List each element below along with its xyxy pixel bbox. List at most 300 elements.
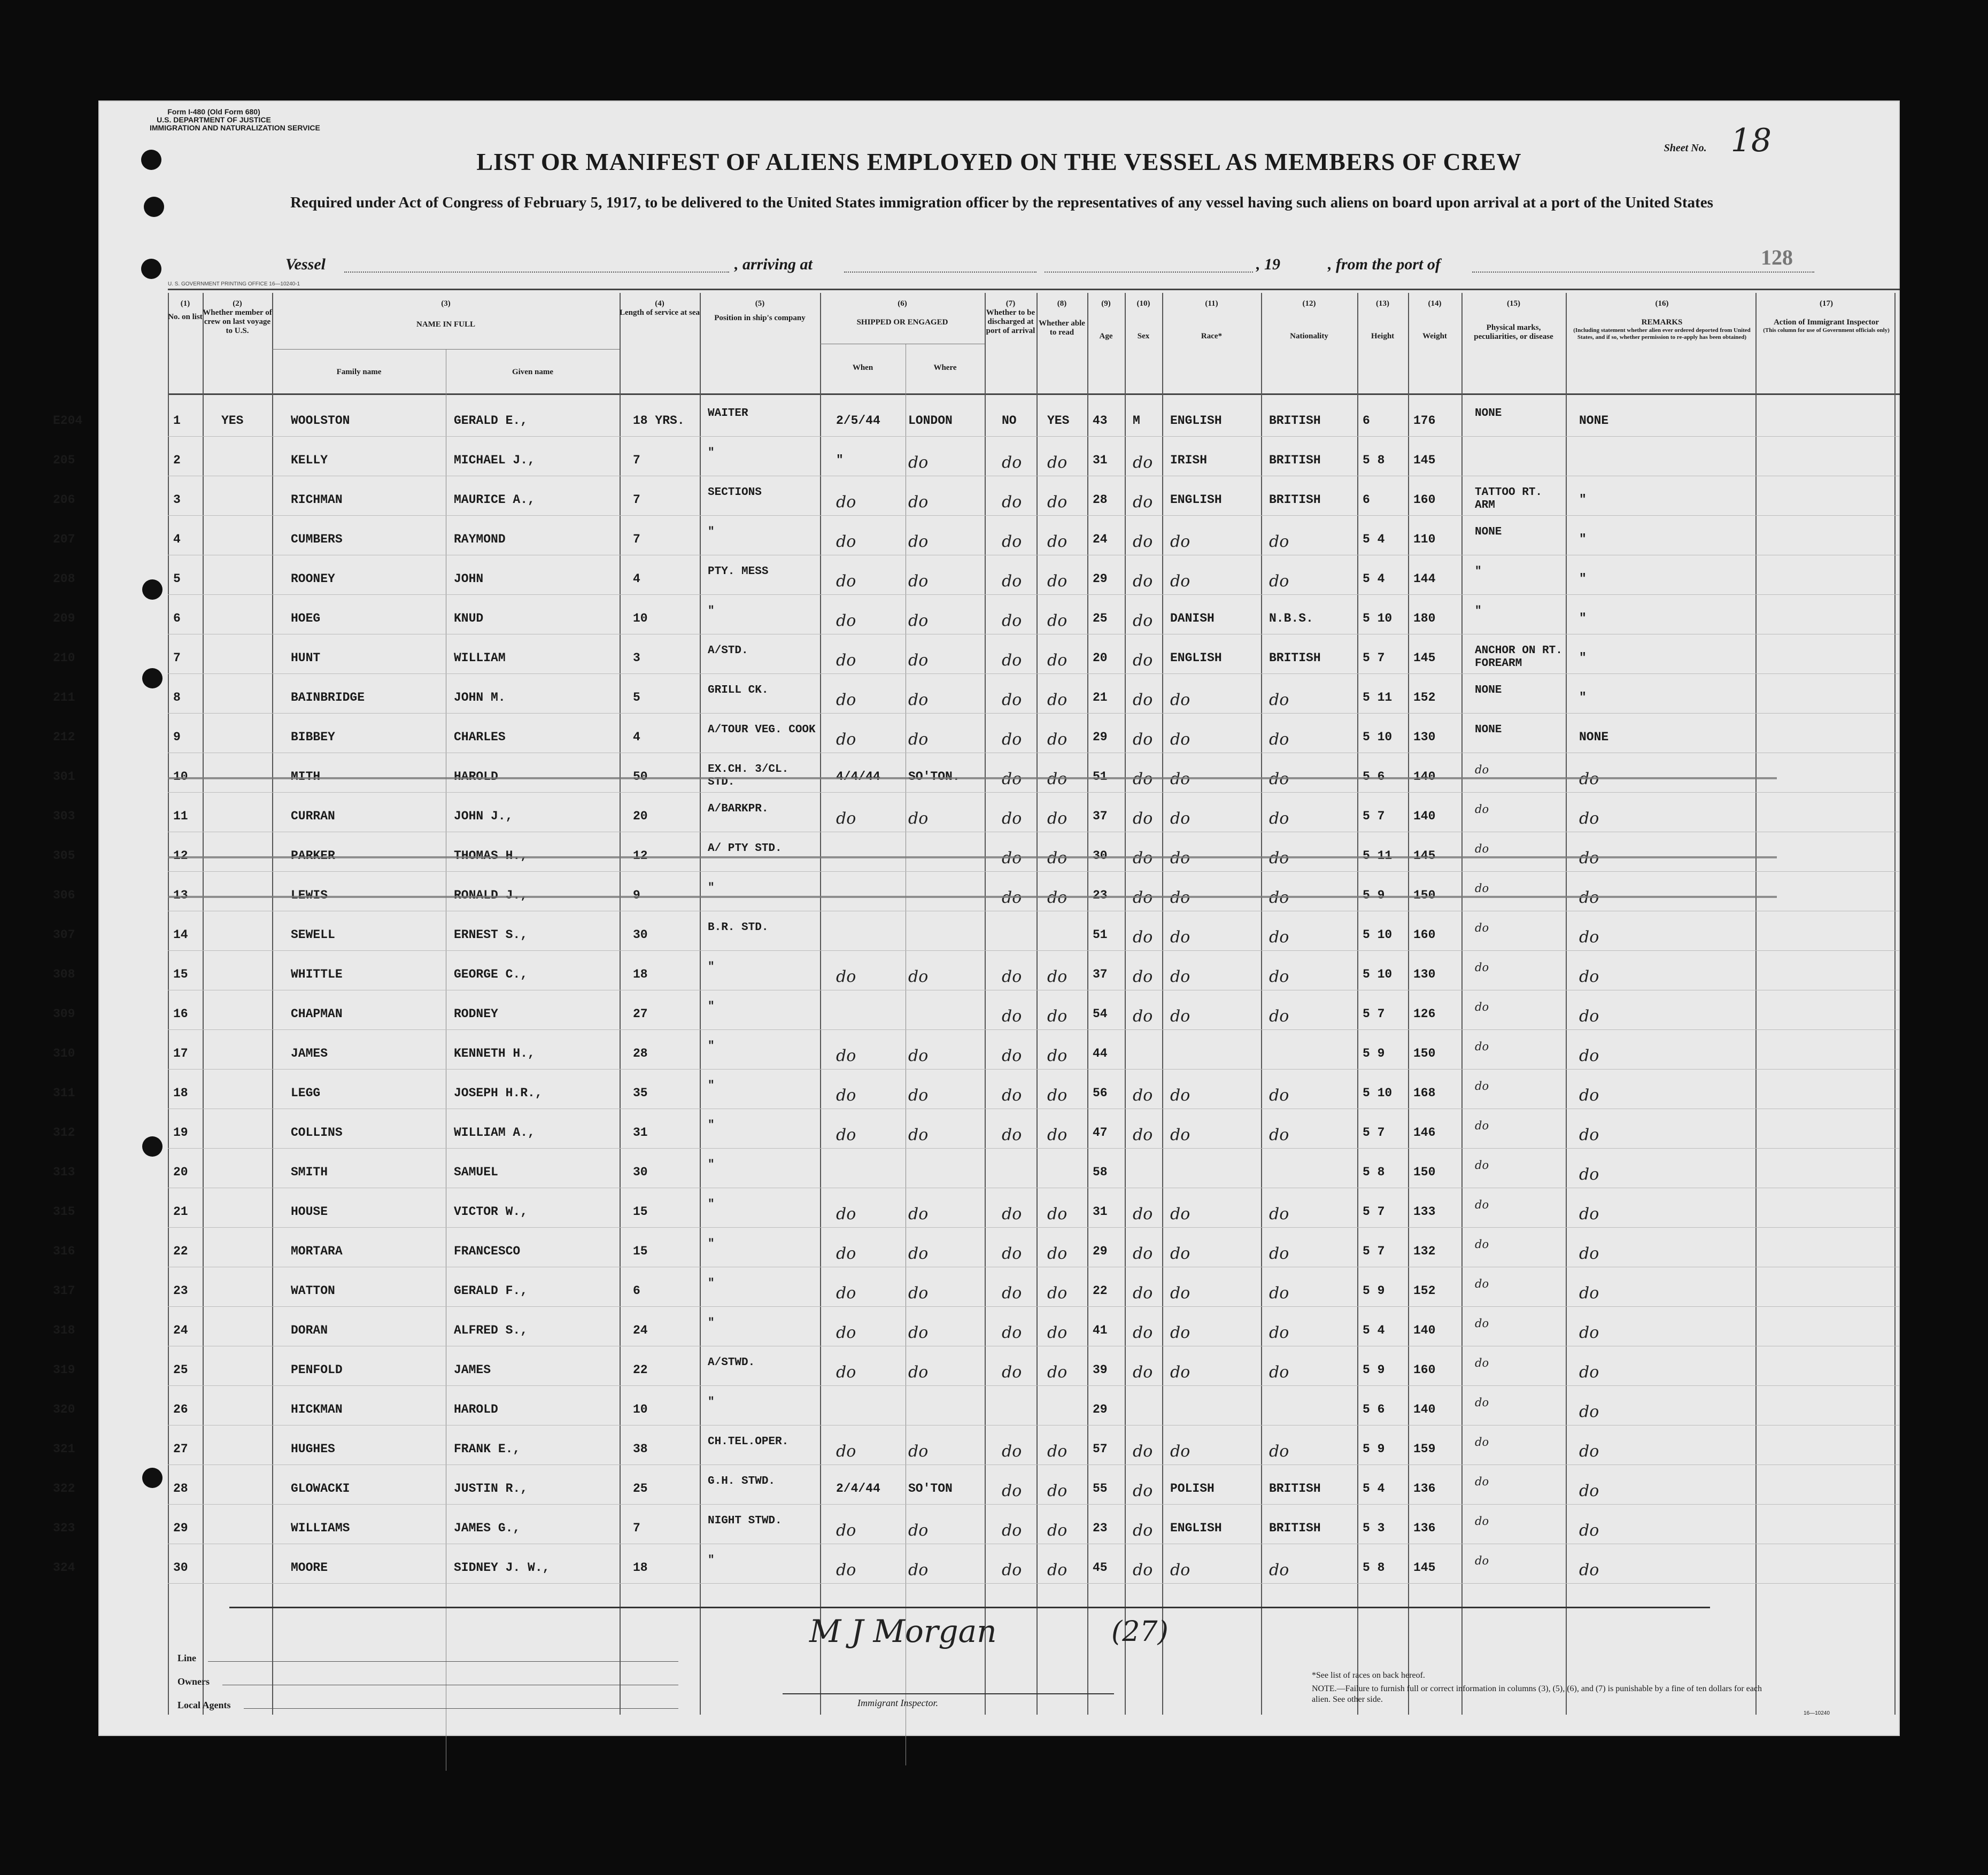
- position: G.H. STWD.: [708, 1475, 776, 1487]
- given-name: MICHAEL J.,: [454, 453, 535, 467]
- row-number: 12: [173, 849, 188, 863]
- height: 5 10: [1363, 928, 1393, 942]
- height: 5 4: [1363, 1323, 1385, 1337]
- height: 5 11: [1363, 691, 1393, 704]
- sex: do: [1133, 691, 1153, 709]
- shipped-where: do: [908, 1561, 929, 1579]
- shipped-where: do: [908, 572, 929, 591]
- shipped-where: SO'TON.: [908, 770, 960, 784]
- family-name: GLOWACKI: [291, 1482, 350, 1496]
- nationality: do: [1269, 928, 1289, 947]
- position: CH.TEL.OPER.: [708, 1436, 789, 1448]
- remarks: do: [1579, 1205, 1599, 1223]
- nationality: do: [1269, 1561, 1289, 1579]
- discharged: do: [1002, 888, 1022, 907]
- shipped-when: do: [836, 1284, 856, 1303]
- row-divider: [168, 1385, 1900, 1386]
- service-length: 10: [633, 611, 648, 625]
- family-name: HOEG: [291, 611, 321, 625]
- discharged: do: [1002, 1284, 1022, 1303]
- discharged: do: [1002, 1047, 1022, 1065]
- punch-hole: [144, 197, 164, 217]
- row-number: 19: [173, 1126, 188, 1140]
- discharged: do: [1002, 532, 1022, 551]
- row-divider: [168, 792, 1900, 793]
- age: 54: [1093, 1007, 1108, 1021]
- physical-marks: do: [1475, 803, 1489, 816]
- family-name: MOORE: [291, 1561, 328, 1575]
- shipped-where: do: [908, 493, 929, 512]
- given-name: SAMUEL: [454, 1165, 498, 1179]
- vessel-field: [344, 272, 729, 273]
- able-to-read: do: [1047, 1561, 1068, 1579]
- nationality: do: [1269, 1244, 1289, 1263]
- physical-marks: do: [1475, 763, 1489, 776]
- row-code: 315: [53, 1205, 75, 1219]
- service-length: 31: [633, 1126, 648, 1140]
- shipped-when: 2/4/44: [836, 1482, 880, 1496]
- discharged: do: [1002, 1007, 1022, 1026]
- service-length: 15: [633, 1244, 648, 1258]
- sex: do: [1133, 928, 1153, 947]
- physical-marks: do: [1475, 1001, 1489, 1013]
- able-to-read: do: [1047, 611, 1068, 630]
- age: 31: [1093, 1205, 1108, 1219]
- sex: do: [1133, 849, 1153, 867]
- race: do: [1170, 1086, 1190, 1105]
- age: 23: [1093, 1521, 1108, 1535]
- race: do: [1170, 1442, 1190, 1461]
- position: GRILL CK.: [708, 684, 769, 696]
- weight: 110: [1413, 532, 1436, 546]
- col-no-header: (1) No. on list: [168, 299, 203, 321]
- weight: 168: [1413, 1086, 1436, 1100]
- family-name: HUGHES: [291, 1442, 335, 1456]
- remarks: do: [1579, 1284, 1599, 1303]
- discharged: NO: [1002, 414, 1017, 428]
- race: do: [1170, 770, 1190, 788]
- row-code: 321: [53, 1442, 75, 1456]
- service-length: 7: [633, 532, 640, 546]
- able-to-read: do: [1047, 1363, 1068, 1382]
- row-code: 206: [53, 493, 75, 507]
- race: POLISH: [1170, 1482, 1215, 1496]
- shipped-when: do: [836, 1521, 856, 1540]
- physical-marks: do: [1475, 1396, 1489, 1409]
- shipped-when: do: [836, 967, 856, 986]
- remarks: do: [1579, 1165, 1599, 1184]
- shipped-where: SO'TON: [908, 1482, 953, 1496]
- given-name: KNUD: [454, 611, 484, 625]
- sex: do: [1133, 1126, 1153, 1144]
- service-length: 25: [633, 1482, 648, 1496]
- sex: do: [1133, 967, 1153, 986]
- physical-marks: NONE: [1475, 684, 1502, 696]
- punch-hole: [142, 1136, 163, 1157]
- able-to-read: do: [1047, 1007, 1068, 1026]
- nationality: BRITISH: [1269, 651, 1321, 665]
- able-to-read: do: [1047, 849, 1068, 867]
- position: ": [708, 882, 715, 894]
- sex: do: [1133, 651, 1153, 670]
- row-divider: [168, 594, 1900, 595]
- shipped-where: do: [908, 532, 929, 551]
- shipped-when: do: [836, 1561, 856, 1579]
- row-number: 14: [173, 928, 188, 942]
- weight: 130: [1413, 730, 1436, 744]
- sex: do: [1133, 770, 1153, 788]
- age: 21: [1093, 691, 1108, 704]
- position: A/ PTY STD.: [708, 842, 782, 855]
- header-bottom-rule: [168, 393, 1900, 395]
- row-divider: [168, 515, 1900, 516]
- row-number: 23: [173, 1284, 188, 1298]
- remarks: NONE: [1579, 414, 1609, 428]
- discharged: do: [1002, 1442, 1022, 1461]
- weight: 145: [1413, 1561, 1436, 1575]
- nationality: do: [1269, 967, 1289, 986]
- nationality: do: [1269, 572, 1289, 591]
- physical-marks: ": [1475, 605, 1482, 617]
- shipped-when: do: [836, 651, 856, 670]
- height: 5 9: [1363, 1284, 1385, 1298]
- col-age-header: (9) Age: [1099, 299, 1113, 340]
- weight: 130: [1413, 967, 1436, 981]
- position: ": [708, 1554, 715, 1567]
- shipped-when: do: [836, 1442, 856, 1461]
- discharged: do: [1002, 572, 1022, 591]
- physical-marks: do: [1475, 1040, 1489, 1053]
- row-code: 322: [53, 1482, 75, 1496]
- service-length: 38: [633, 1442, 648, 1456]
- owners-label: Owners: [177, 1676, 210, 1687]
- sex: do: [1133, 1284, 1153, 1303]
- punch-hole: [142, 1468, 163, 1488]
- position: SECTIONS: [708, 486, 762, 499]
- weight: 146: [1413, 1126, 1436, 1140]
- row-number: 28: [173, 1482, 188, 1496]
- service-length: 6: [633, 1284, 640, 1298]
- height: 5 4: [1363, 1482, 1385, 1496]
- row-number: 16: [173, 1007, 188, 1021]
- col-divider: [1087, 293, 1088, 1715]
- height: 5 7: [1363, 809, 1385, 823]
- discharged: do: [1002, 1244, 1022, 1263]
- col-where-header: Where: [933, 363, 957, 372]
- shipped-where: do: [908, 1521, 929, 1540]
- weight: 180: [1413, 611, 1436, 625]
- position: A/STD.: [708, 645, 748, 657]
- remarks: do: [1579, 888, 1599, 907]
- family-name: PENFOLD: [291, 1363, 343, 1377]
- shipped-when: do: [836, 1086, 856, 1105]
- row-code: 212: [53, 730, 75, 744]
- physical-marks: NONE: [1475, 407, 1502, 420]
- service-length: 3: [633, 651, 640, 665]
- age: 37: [1093, 809, 1108, 823]
- nationality: do: [1269, 1363, 1289, 1382]
- service-length: 7: [633, 1521, 640, 1535]
- physical-marks: do: [1475, 1515, 1489, 1528]
- given-name: JOSEPH H.R.,: [454, 1086, 543, 1100]
- remarks: ": [1579, 572, 1587, 586]
- nationality: do: [1269, 1284, 1289, 1303]
- given-name: HAROLD: [454, 1403, 498, 1416]
- col-weight-header: (14) Weight: [1422, 299, 1447, 340]
- discharged: do: [1002, 809, 1022, 828]
- shipped-where: do: [908, 1126, 929, 1144]
- position: ": [708, 1238, 715, 1250]
- row-code: 307: [53, 928, 75, 942]
- row-divider: [168, 673, 1900, 674]
- row-code: 303: [53, 809, 75, 823]
- height: 5 6: [1363, 770, 1385, 784]
- discharged: do: [1002, 1521, 1022, 1540]
- punch-hole: [142, 668, 163, 688]
- row-code: 319: [53, 1363, 75, 1377]
- height: 5 7: [1363, 1007, 1385, 1021]
- age: 37: [1093, 967, 1108, 981]
- family-name: LEGG: [291, 1086, 321, 1100]
- col-family-header: Family name: [336, 368, 382, 376]
- age: 56: [1093, 1086, 1108, 1100]
- row-code: E204: [53, 414, 83, 428]
- family-name: RICHMAN: [291, 493, 343, 507]
- nationality: BRITISH: [1269, 453, 1321, 467]
- remarks: ": [1579, 611, 1587, 625]
- arriving-at-label: , arriving at: [734, 255, 813, 273]
- family-name: CUMBERS: [291, 532, 343, 546]
- row-divider: [168, 1069, 1900, 1070]
- row-code: 309: [53, 1007, 75, 1021]
- col-divider: [1408, 293, 1409, 1715]
- row-code: 316: [53, 1244, 75, 1258]
- page-subtitle: Required under Act of Congress of February 5, 1917, to be delivered to the United States immigration officer by the representatives of any vessel having such aliens on board upon arrival at a port of the United States: [290, 194, 1713, 211]
- row-number: 22: [173, 1244, 188, 1258]
- remarks: do: [1579, 770, 1599, 788]
- weight: 160: [1413, 493, 1436, 507]
- printing-office: U. S. GOVERNMENT PRINTING OFFICE 16—10240-1: [168, 281, 300, 287]
- shipped-where: do: [908, 1323, 929, 1342]
- row-number: 7: [173, 651, 181, 665]
- form-number: Form I-480 (Old Form 680): [167, 107, 260, 116]
- race: do: [1170, 730, 1190, 749]
- given-name: GEORGE C.,: [454, 967, 528, 981]
- weight: 152: [1413, 1284, 1436, 1298]
- race: do: [1170, 809, 1190, 828]
- col-divider: [1894, 293, 1896, 1715]
- height: 5 8: [1363, 1165, 1385, 1179]
- service-length: 12: [633, 849, 648, 863]
- service-length: 5: [633, 691, 640, 704]
- name-subrule: [272, 349, 620, 350]
- shipped-where: do: [908, 809, 929, 828]
- physical-marks: do: [1475, 1238, 1489, 1251]
- col-when-header: When: [852, 363, 873, 372]
- family-name: HOUSE: [291, 1205, 328, 1219]
- weight: 133: [1413, 1205, 1436, 1219]
- line-field: [208, 1661, 678, 1662]
- height: 5 6: [1363, 1403, 1385, 1416]
- shipped-where: do: [908, 1363, 929, 1382]
- race: do: [1170, 967, 1190, 986]
- position: ": [708, 1080, 715, 1092]
- position: ": [708, 1277, 715, 1290]
- remarks: ": [1579, 691, 1587, 704]
- able-to-read: do: [1047, 1086, 1068, 1105]
- row-divider: [168, 1504, 1900, 1505]
- race: ENGLISH: [1170, 414, 1222, 428]
- page-stamp: 128: [1761, 245, 1793, 269]
- row-code: 211: [53, 691, 75, 704]
- row-code: 310: [53, 1047, 75, 1060]
- row-number: 21: [173, 1205, 188, 1219]
- physical-marks: do: [1475, 1159, 1489, 1172]
- remarks: do: [1579, 928, 1599, 947]
- family-name: JAMES: [291, 1047, 328, 1060]
- discharged: do: [1002, 1323, 1022, 1342]
- row-code: 208: [53, 572, 75, 586]
- age: 24: [1093, 532, 1108, 546]
- able-to-read: do: [1047, 888, 1068, 907]
- position: A/TOUR VEG. COOK: [708, 724, 816, 736]
- row-divider: [168, 1583, 1900, 1584]
- shipped-when: do: [836, 532, 856, 551]
- position: ": [708, 1317, 715, 1329]
- row-code: 205: [53, 453, 75, 467]
- family-name: MORTARA: [291, 1244, 343, 1258]
- remarks: do: [1579, 1086, 1599, 1105]
- able-to-read: do: [1047, 1442, 1068, 1461]
- row-number: 11: [173, 809, 188, 823]
- age: 31: [1093, 453, 1108, 467]
- family-name: WHITTLE: [291, 967, 343, 981]
- age: 29: [1093, 572, 1108, 586]
- given-name: GERALD E.,: [454, 414, 528, 428]
- able-to-read: do: [1047, 1047, 1068, 1065]
- date-field: [1045, 272, 1253, 273]
- col-divider: [620, 293, 621, 1715]
- year-label: , 19: [1256, 255, 1280, 273]
- remarks: do: [1579, 1323, 1599, 1342]
- physical-marks: NONE: [1475, 526, 1502, 538]
- physical-marks: do: [1475, 1119, 1489, 1132]
- sheet-number-value: 18: [1730, 122, 1772, 159]
- remarks: ": [1579, 651, 1587, 665]
- row-code: 323: [53, 1521, 75, 1535]
- age: 43: [1093, 414, 1108, 428]
- race: do: [1170, 849, 1190, 867]
- weight: 145: [1413, 849, 1436, 863]
- sex: do: [1133, 1442, 1153, 1461]
- age: 29: [1093, 1403, 1108, 1416]
- shipped-where: do: [908, 1442, 929, 1461]
- able-to-read: do: [1047, 453, 1068, 472]
- height: 5 10: [1363, 1086, 1393, 1100]
- position: B.R. STD.: [708, 921, 769, 934]
- age: 29: [1093, 730, 1108, 744]
- col-divider: [1566, 293, 1567, 1715]
- remarks: do: [1579, 1521, 1599, 1540]
- col-divider: [168, 293, 169, 1715]
- weight: 136: [1413, 1482, 1436, 1496]
- height: 5 7: [1363, 1205, 1385, 1219]
- given-name: JOHN M.: [454, 691, 506, 704]
- col-height-header: (13) Height: [1371, 299, 1395, 340]
- page-title: LIST OR MANIFEST OF ALIENS EMPLOYED ON THE VESSEL AS MEMBERS OF CREW: [476, 148, 1522, 175]
- family-name: COLLINS: [291, 1126, 343, 1140]
- service-length: 35: [633, 1086, 648, 1100]
- race: do: [1170, 928, 1190, 947]
- age: 41: [1093, 1323, 1108, 1337]
- row-number: 15: [173, 967, 188, 981]
- family-name: KELLY: [291, 453, 328, 467]
- col-divider: [1755, 293, 1757, 1715]
- alien-count: (27): [1111, 1616, 1169, 1648]
- physical-marks: ": [1475, 565, 1482, 578]
- race: ENGLISH: [1170, 1521, 1222, 1535]
- able-to-read: do: [1047, 493, 1068, 512]
- shipped-when: do: [836, 611, 856, 630]
- sex: do: [1133, 1205, 1153, 1223]
- able-to-read: do: [1047, 730, 1068, 749]
- able-to-read: YES: [1047, 414, 1070, 428]
- given-name: WILLIAM: [454, 651, 506, 665]
- family-name: HUNT: [291, 651, 321, 665]
- height: 5 10: [1363, 967, 1393, 981]
- shipped-when: do: [836, 691, 856, 709]
- given-name: THOMAS H.,: [454, 849, 528, 863]
- race: do: [1170, 1284, 1190, 1303]
- race: do: [1170, 1007, 1190, 1026]
- nationality: do: [1269, 1086, 1289, 1105]
- shipped-where: do: [908, 611, 929, 630]
- discharged: do: [1002, 611, 1022, 630]
- shipped-where: do: [908, 453, 929, 472]
- position: A/BARKPR.: [708, 803, 769, 815]
- family-name: SEWELL: [291, 928, 335, 942]
- weight: 140: [1413, 770, 1436, 784]
- service-length: 10: [633, 1403, 648, 1416]
- service-length: 18 YRS.: [633, 414, 685, 428]
- col-shipped-header: (6) SHIPPED OR ENGAGED: [856, 299, 948, 327]
- sex: do: [1133, 611, 1153, 630]
- height: 5 4: [1363, 572, 1385, 586]
- weight: 145: [1413, 453, 1436, 467]
- height: 5 10: [1363, 730, 1393, 744]
- height: 5 11: [1363, 849, 1393, 863]
- service-length: 30: [633, 928, 648, 942]
- line-label: Line: [177, 1653, 197, 1663]
- family-name: WILLIAMS: [291, 1521, 350, 1535]
- family-name: BAINBRIDGE: [291, 691, 365, 704]
- family-name: SMITH: [291, 1165, 328, 1179]
- age: 51: [1093, 770, 1108, 784]
- discharged: do: [1002, 1086, 1022, 1105]
- discharged: do: [1002, 770, 1022, 788]
- family-name: MITH: [291, 770, 321, 784]
- race: do: [1170, 888, 1190, 907]
- penalty-note: NOTE.—Failure to furnish full or correct information in columns (3), (5), (6), and (7) is punishable by a fine of ten dollars for each alien. See other side.: [1312, 1684, 1762, 1704]
- service-length: 28: [633, 1047, 648, 1060]
- sex: do: [1133, 1244, 1153, 1263]
- agents-label: Local Agents: [177, 1700, 231, 1710]
- race: do: [1170, 1363, 1190, 1382]
- row-number: 6: [173, 611, 181, 625]
- service-length: 20: [633, 809, 648, 823]
- col-divider: [1261, 293, 1262, 1715]
- row-code: 324: [53, 1561, 75, 1575]
